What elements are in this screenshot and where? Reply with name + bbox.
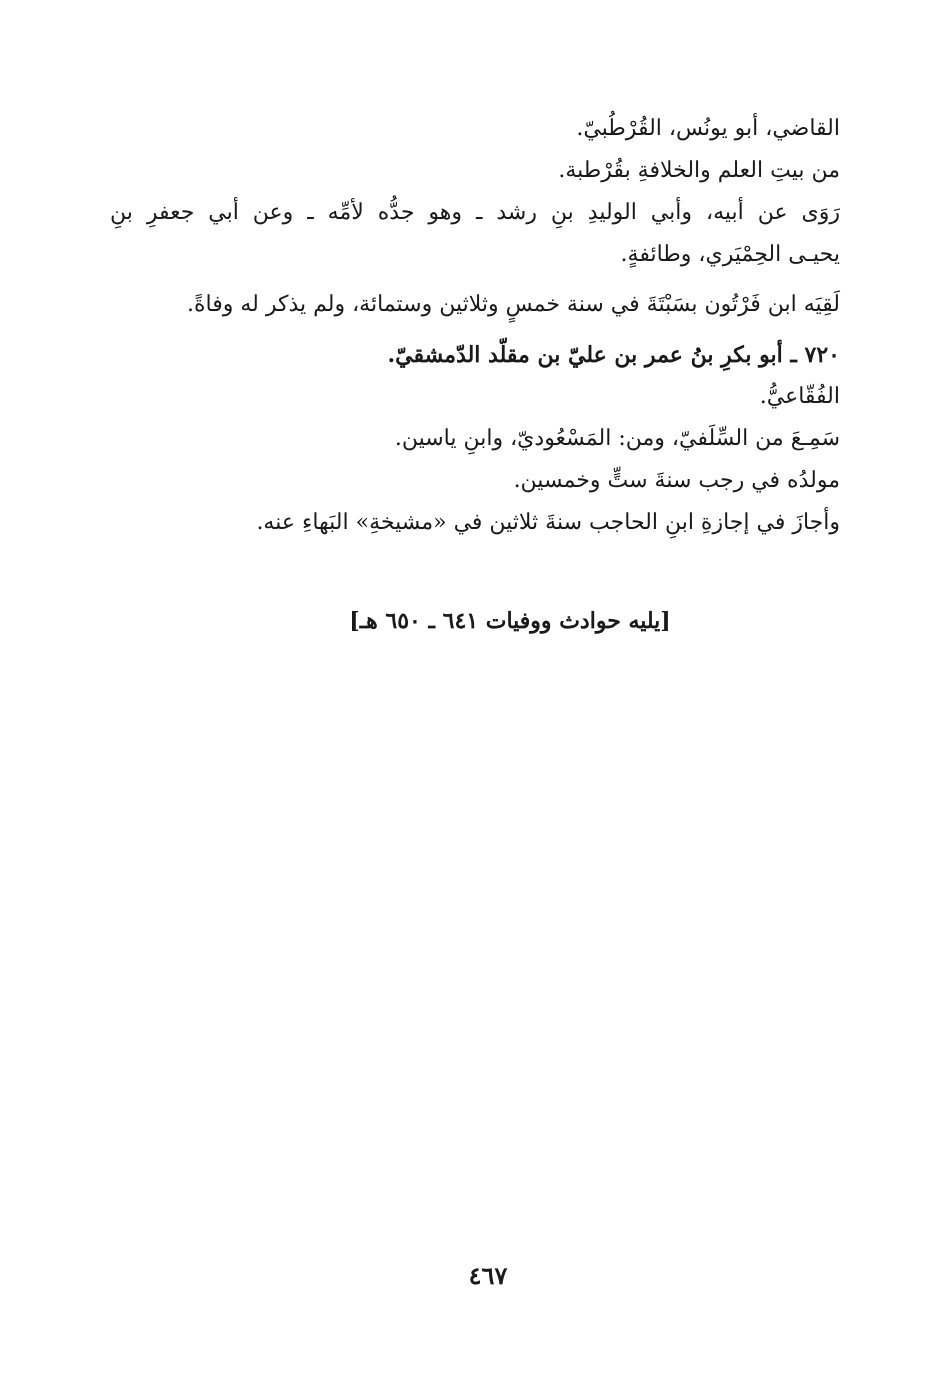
text-line: من بيتِ العلم والخلافةِ بقُرْطبة. bbox=[558, 158, 840, 183]
entry-heading: ٧٢٠ ـ أبو بكرِ بنُ عمر بن عليّ بن مقلّد الدّمشقيّ. bbox=[387, 342, 840, 368]
page-number-text: ٤٦٧ bbox=[468, 1261, 508, 1290]
text-line: لَقِيَه ابن فَرْتُون بسَبْتَةَ في سنة خمسٍ وثلاثين وستمائة، ولم يذكر له وفاةً. bbox=[186, 292, 840, 317]
text-line: رَوَى عن أبيه، وأبي الوليدِ بنِ رشد ـ وهو جدُّه لأمِّه ـ وعن أبي جعفرِ بنِ bbox=[110, 200, 840, 225]
continuation-note bbox=[0, 603, 940, 639]
text-line: يحيـى الحِمْيَري، وطائفةٍ. bbox=[620, 242, 840, 267]
main-text bbox=[110, 108, 840, 544]
text-line: وأجازَ في إجازةِ ابنِ الحاجب سنةَ ثلاثين في «مشيخةِ» البَهاءِ عنه. bbox=[256, 510, 840, 535]
page-number bbox=[0, 1258, 940, 1294]
text-line: سَمِـعَ من السِّلَفيّ، ومن: المَسْعُوديّ، وابنِ ياسين. bbox=[394, 426, 840, 451]
text-line: مولدُه في رجب سنةَ ستٍّ وخمسين. bbox=[513, 468, 840, 493]
text-line: القاضي، أبو يونُس، القُرْطُبيّ. bbox=[576, 116, 840, 141]
continuation-note-text: [يليه حوادث ووفيات ٦٤١ ـ ٦٥٠ هـ] bbox=[349, 608, 671, 634]
text-line: الفُقّاعيُّ. bbox=[759, 384, 840, 409]
